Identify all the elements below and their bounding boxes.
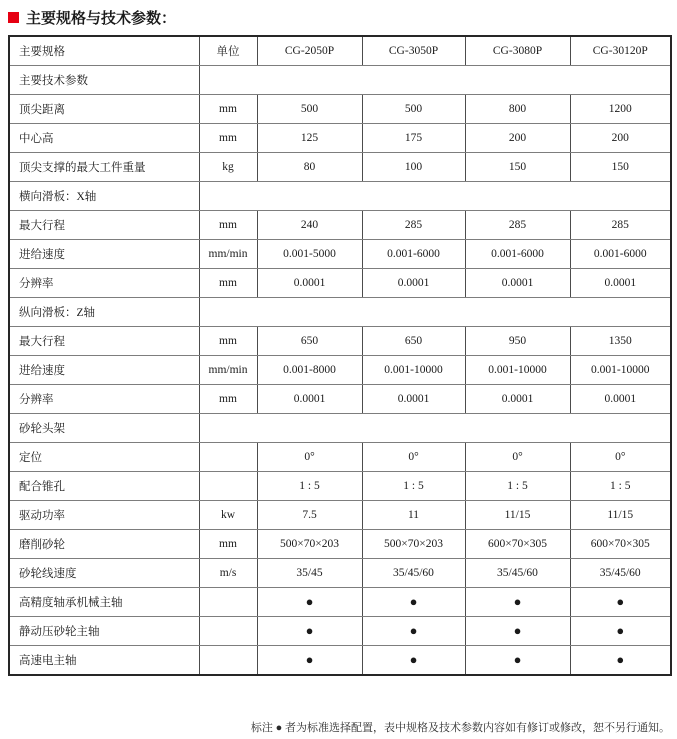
value-cell: 0.0001 bbox=[362, 269, 465, 298]
value-cell: 1 : 5 bbox=[465, 472, 570, 501]
header-row bbox=[9, 36, 671, 66]
spec-table bbox=[8, 35, 672, 676]
table-row bbox=[9, 530, 671, 559]
value-cell: 35/45/60 bbox=[362, 559, 465, 588]
row-label: 砂轮头架 bbox=[9, 414, 199, 443]
standard-option-dot: ● bbox=[465, 617, 570, 646]
value-cell: 500 bbox=[362, 95, 465, 124]
section-row bbox=[9, 414, 671, 443]
value-cell: 1 : 5 bbox=[257, 472, 362, 501]
value-cell: 7.5 bbox=[257, 501, 362, 530]
table-row bbox=[9, 356, 671, 385]
value-cell: 0.0001 bbox=[570, 269, 671, 298]
column-header-model-3: CG-3080P bbox=[465, 36, 570, 66]
value-cell: 80 bbox=[257, 153, 362, 182]
table-row bbox=[9, 95, 671, 124]
unit-cell: mm bbox=[199, 530, 257, 559]
value-cell: 175 bbox=[362, 124, 465, 153]
value-cell: 200 bbox=[570, 124, 671, 153]
row-label: 分辨率 bbox=[9, 269, 199, 298]
row-label: 高精度轴承机械主轴 bbox=[9, 588, 199, 617]
value-cell: 125 bbox=[257, 124, 362, 153]
row-label: 定位 bbox=[9, 443, 199, 472]
table-row bbox=[9, 443, 671, 472]
value-cell: 200 bbox=[465, 124, 570, 153]
standard-option-dot: ● bbox=[570, 646, 671, 676]
standard-option-dot: ● bbox=[465, 646, 570, 676]
value-cell: 950 bbox=[465, 327, 570, 356]
row-label: 纵向滑板：Z轴 bbox=[9, 298, 199, 327]
unit-cell: mm bbox=[199, 95, 257, 124]
row-label: 横向滑板：X轴 bbox=[9, 182, 199, 211]
value-cell: 35/45 bbox=[257, 559, 362, 588]
standard-option-dot: ● bbox=[465, 588, 570, 617]
column-header-model-1: CG-2050P bbox=[257, 36, 362, 66]
value-cell: 0.001-10000 bbox=[570, 356, 671, 385]
value-cell: 0.001-10000 bbox=[465, 356, 570, 385]
unit-cell: mm bbox=[199, 327, 257, 356]
column-header-model-2: CG-3050P bbox=[362, 36, 465, 66]
section-row bbox=[9, 182, 671, 211]
value-cell: 0.0001 bbox=[257, 385, 362, 414]
spec-table-body bbox=[9, 66, 671, 676]
standard-option-dot: ● bbox=[570, 617, 671, 646]
value-cell: 240 bbox=[257, 211, 362, 240]
value-cell: 0.001-6000 bbox=[465, 240, 570, 269]
value-cell: 0.001-6000 bbox=[570, 240, 671, 269]
value-cell: 11/15 bbox=[465, 501, 570, 530]
red-square-bullet-icon bbox=[8, 12, 19, 23]
table-row bbox=[9, 269, 671, 298]
value-cell: 1 : 5 bbox=[362, 472, 465, 501]
table-row bbox=[9, 327, 671, 356]
row-label: 分辨率 bbox=[9, 385, 199, 414]
column-header-unit: 单位 bbox=[199, 36, 257, 66]
value-cell: 800 bbox=[465, 95, 570, 124]
standard-option-dot: ● bbox=[362, 646, 465, 676]
unit-cell: kg bbox=[199, 153, 257, 182]
value-cell: 11/15 bbox=[570, 501, 671, 530]
row-label: 最大行程 bbox=[9, 327, 199, 356]
section-merged-cell bbox=[199, 66, 671, 95]
column-header-spec: 主要规格 bbox=[9, 36, 199, 66]
row-label: 进给速度 bbox=[9, 356, 199, 385]
row-label: 高速电主轴 bbox=[9, 646, 199, 676]
standard-option-dot: ● bbox=[257, 617, 362, 646]
standard-option-dot: ● bbox=[570, 588, 671, 617]
section-row bbox=[9, 66, 671, 95]
standard-option-dot: ● bbox=[362, 588, 465, 617]
unit-cell bbox=[199, 617, 257, 646]
row-label: 进给速度 bbox=[9, 240, 199, 269]
value-cell: 35/45/60 bbox=[570, 559, 671, 588]
value-cell: 150 bbox=[570, 153, 671, 182]
value-cell: 0.0001 bbox=[362, 385, 465, 414]
value-cell: 0° bbox=[465, 443, 570, 472]
section-row bbox=[9, 298, 671, 327]
unit-cell bbox=[199, 472, 257, 501]
value-cell: 1 : 5 bbox=[570, 472, 671, 501]
row-label: 主要技术参数 bbox=[9, 66, 199, 95]
value-cell: 150 bbox=[465, 153, 570, 182]
table-row bbox=[9, 211, 671, 240]
value-cell: 650 bbox=[257, 327, 362, 356]
unit-cell: m/s bbox=[199, 559, 257, 588]
value-cell: 0° bbox=[570, 443, 671, 472]
value-cell: 285 bbox=[465, 211, 570, 240]
value-cell: 11 bbox=[362, 501, 465, 530]
page-title-bar bbox=[0, 0, 677, 35]
row-label: 顶尖支撑的最大工件重量 bbox=[9, 153, 199, 182]
value-cell: 285 bbox=[362, 211, 465, 240]
row-label: 顶尖距离 bbox=[9, 95, 199, 124]
section-merged-cell bbox=[199, 182, 671, 211]
value-cell: 35/45/60 bbox=[465, 559, 570, 588]
column-header-model-4: CG-30120P bbox=[570, 36, 671, 66]
table-row bbox=[9, 559, 671, 588]
value-cell: 0.001-10000 bbox=[362, 356, 465, 385]
section-merged-cell bbox=[199, 414, 671, 443]
row-label: 配合锥孔 bbox=[9, 472, 199, 501]
value-cell: 500×70×203 bbox=[257, 530, 362, 559]
unit-cell bbox=[199, 646, 257, 676]
standard-option-dot: ● bbox=[257, 588, 362, 617]
value-cell: 0.001-8000 bbox=[257, 356, 362, 385]
value-cell: 650 bbox=[362, 327, 465, 356]
unit-cell bbox=[199, 443, 257, 472]
value-cell: 600×70×305 bbox=[465, 530, 570, 559]
table-row bbox=[9, 240, 671, 269]
table-row bbox=[9, 588, 671, 617]
table-row bbox=[9, 501, 671, 530]
table-row bbox=[9, 617, 671, 646]
row-label: 中心高 bbox=[9, 124, 199, 153]
value-cell: 100 bbox=[362, 153, 465, 182]
table-row bbox=[9, 124, 671, 153]
value-cell: 500×70×203 bbox=[362, 530, 465, 559]
value-cell: 0° bbox=[362, 443, 465, 472]
section-merged-cell bbox=[199, 298, 671, 327]
unit-cell: mm/min bbox=[199, 356, 257, 385]
value-cell: 1350 bbox=[570, 327, 671, 356]
footnote: 标注 ● 者为标准选择配置，表中规格及技术参数内容如有修订或修改，恕不另行通知。 bbox=[250, 722, 670, 734]
value-cell: 0.001-5000 bbox=[257, 240, 362, 269]
unit-cell bbox=[199, 588, 257, 617]
value-cell: 600×70×305 bbox=[570, 530, 671, 559]
value-cell: 0.0001 bbox=[570, 385, 671, 414]
row-label: 砂轮线速度 bbox=[9, 559, 199, 588]
standard-option-dot: ● bbox=[257, 646, 362, 676]
row-label: 最大行程 bbox=[9, 211, 199, 240]
value-cell: 0.001-6000 bbox=[362, 240, 465, 269]
unit-cell: kw bbox=[199, 501, 257, 530]
unit-cell: mm bbox=[199, 124, 257, 153]
value-cell: 500 bbox=[257, 95, 362, 124]
value-cell: 0.0001 bbox=[465, 269, 570, 298]
value-cell: 0° bbox=[257, 443, 362, 472]
unit-cell: mm bbox=[199, 211, 257, 240]
table-row bbox=[9, 472, 671, 501]
page-title: 主要规格与技术参数： bbox=[26, 10, 177, 27]
row-label: 驱动功率 bbox=[9, 501, 199, 530]
value-cell: 0.0001 bbox=[257, 269, 362, 298]
unit-cell: mm bbox=[199, 269, 257, 298]
table-row bbox=[9, 385, 671, 414]
unit-cell: mm bbox=[199, 385, 257, 414]
value-cell: 0.0001 bbox=[465, 385, 570, 414]
table-row bbox=[9, 153, 671, 182]
table-row bbox=[9, 646, 671, 676]
unit-cell: mm/min bbox=[199, 240, 257, 269]
standard-option-dot: ● bbox=[362, 617, 465, 646]
value-cell: 285 bbox=[570, 211, 671, 240]
value-cell: 1200 bbox=[570, 95, 671, 124]
row-label: 静动压砂轮主轴 bbox=[9, 617, 199, 646]
row-label: 磨削砂轮 bbox=[9, 530, 199, 559]
